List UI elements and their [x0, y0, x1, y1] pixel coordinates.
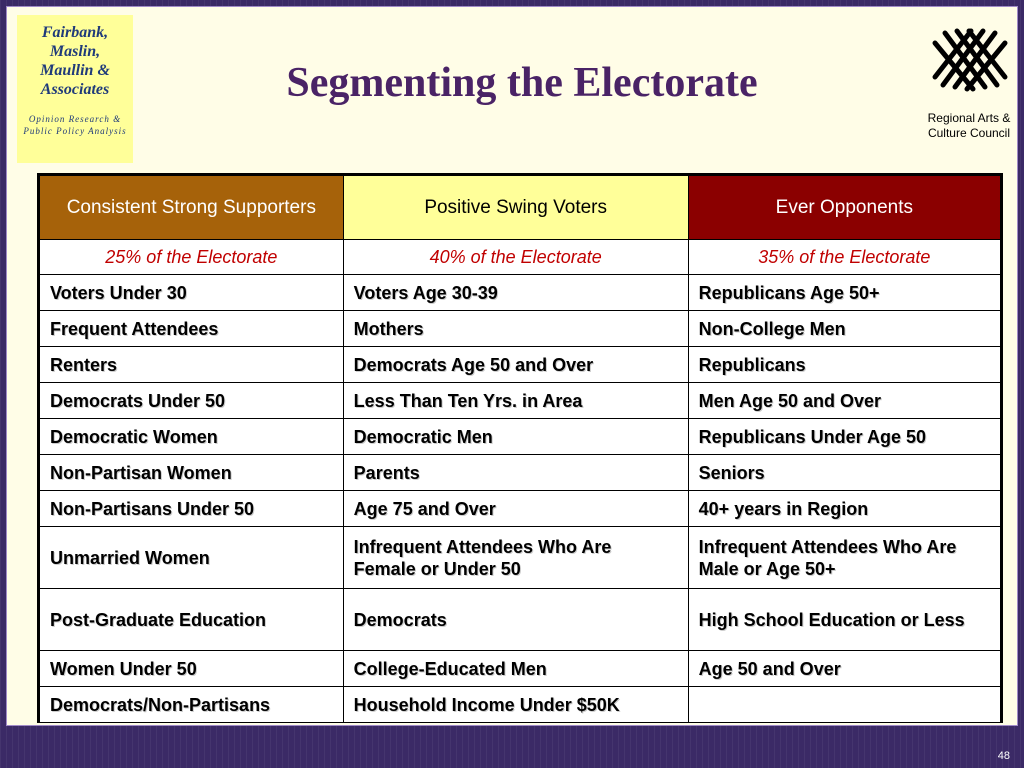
pct-supporters: 25% of the Electorate: [40, 240, 344, 275]
table-row: [40, 455, 1001, 491]
table-cell: Non-Partisan Women: [40, 455, 344, 491]
table-cell: Democratic Men: [343, 419, 688, 455]
firm-name: [17, 23, 133, 99]
council-logo-icon: [925, 27, 1015, 93]
table-cell: Democrats/Non-Partisans: [40, 687, 344, 723]
table-cell: Republicans Under Age 50: [688, 419, 1000, 455]
firm-tagline: [17, 113, 133, 137]
table-cell: High School Education or Less: [688, 589, 1000, 651]
table-cell: Infrequent Attendees Who Are Female or Under 50: [343, 527, 688, 589]
table-row: [40, 527, 1001, 589]
table-cell: Voters Under 30: [40, 275, 344, 311]
segment-table: [37, 173, 1003, 723]
logo-caption: [911, 111, 1024, 141]
slide: [6, 6, 1018, 726]
table-row: [40, 687, 1001, 723]
table-cell: Age 75 and Over: [343, 491, 688, 527]
firm-name-line: Fairbank,: [41, 24, 109, 41]
table-row: [40, 491, 1001, 527]
table-row: [40, 275, 1001, 311]
table-row: [40, 383, 1001, 419]
table-cell: Seniors: [688, 455, 1000, 491]
table-cell: Democrats Age 50 and Over: [343, 347, 688, 383]
table-cell: Parents: [343, 455, 688, 491]
firm-tagline-line: Opinion Research &: [28, 114, 122, 124]
table-row: [40, 311, 1001, 347]
page-title: Segmenting the Electorate: [286, 60, 758, 106]
table-cell: Democratic Women: [40, 419, 344, 455]
table-cell: Democrats: [343, 589, 688, 651]
percentage-row: [40, 240, 1001, 275]
pct-opponents: 35% of the Electorate: [688, 240, 1000, 275]
table-cell: Renters: [40, 347, 344, 383]
table-cell: Mothers: [343, 311, 688, 347]
table-cell: Non-Partisans Under 50: [40, 491, 344, 527]
firm-name-line: Maullin &: [40, 62, 110, 79]
table-row: [40, 651, 1001, 687]
table-cell: College-Educated Men: [343, 651, 688, 687]
header-opponents: Ever Opponents: [688, 176, 1000, 240]
header-strong-supporters: Consistent Strong Supporters: [40, 176, 344, 240]
firm-box: [17, 15, 133, 163]
table-cell: Republicans Age 50+: [688, 275, 1000, 311]
table-cell: Women Under 50: [40, 651, 344, 687]
table-cell: Democrats Under 50: [40, 383, 344, 419]
header-row: [40, 176, 1001, 240]
logo-caption-line: Regional Arts &: [927, 111, 1011, 125]
table-row: [40, 347, 1001, 383]
table-row: [40, 419, 1001, 455]
firm-tagline-line: Public Policy Analysis: [23, 126, 127, 136]
table-cell: Infrequent Attendees Who Are Male or Age 50+: [688, 527, 1000, 589]
table-cell: Less Than Ten Yrs. in Area: [343, 383, 688, 419]
page-number: 48: [997, 750, 1010, 762]
table-cell: Household Income Under $50K: [343, 687, 688, 723]
table-cell: Non-College Men: [688, 311, 1000, 347]
table-cell: Voters Age 30-39: [343, 275, 688, 311]
pct-swing: 40% of the Electorate: [343, 240, 688, 275]
table-cell: Post-Graduate Education: [40, 589, 344, 651]
logo-caption-line: Culture Council: [927, 126, 1011, 140]
table-cell: Frequent Attendees: [40, 311, 344, 347]
firm-name-line: Maslin,: [49, 43, 101, 60]
table-cell: Age 50 and Over: [688, 651, 1000, 687]
header-swing-voters: Positive Swing Voters: [343, 176, 688, 240]
table-cell: 40+ years in Region: [688, 491, 1000, 527]
table-cell: Unmarried Women: [40, 527, 344, 589]
firm-name-line: Associates: [40, 81, 110, 98]
table-cell: Men Age 50 and Over: [688, 383, 1000, 419]
table-cell: Republicans: [688, 347, 1000, 383]
table-cell: [688, 687, 1000, 723]
table-row: [40, 589, 1001, 651]
